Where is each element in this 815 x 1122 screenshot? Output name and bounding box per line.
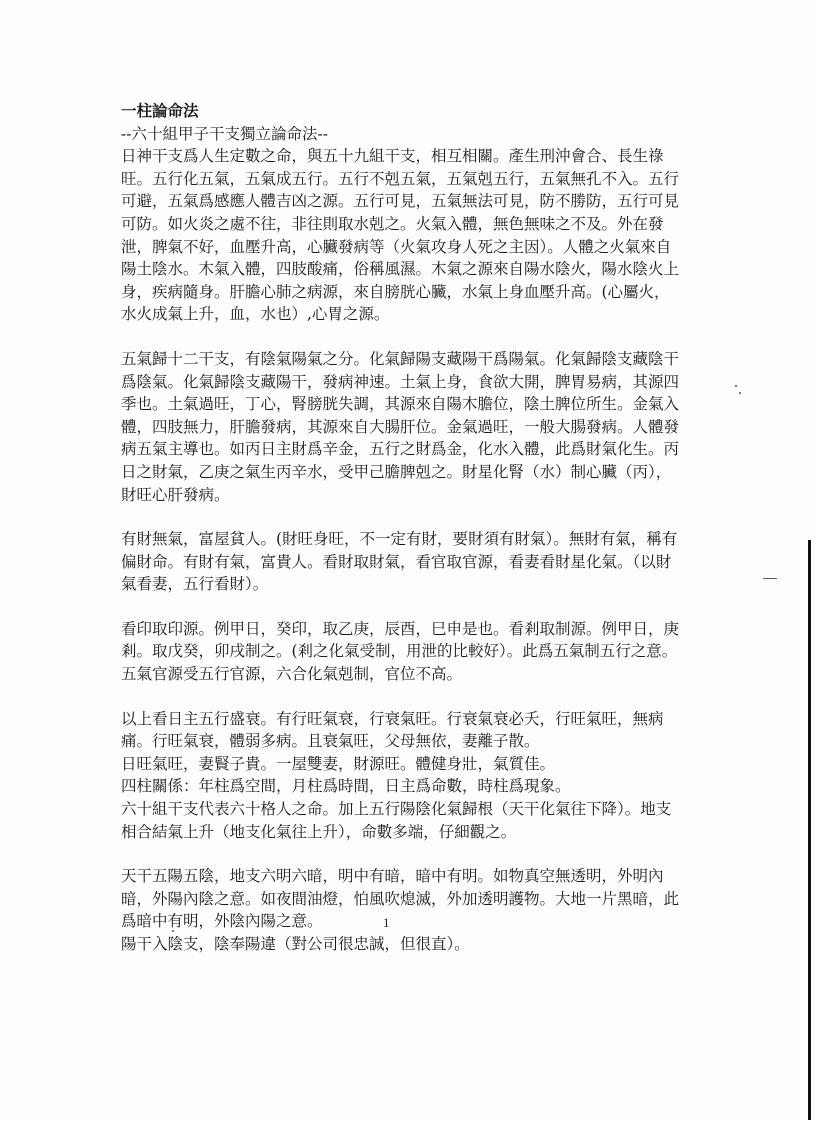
scan-speck — [739, 392, 741, 394]
scan-speck — [735, 385, 737, 387]
page-number: 1 — [383, 915, 390, 930]
document-subtitle: --六十組甲子干支獨立論命法-- — [121, 124, 328, 143]
scan-speck — [763, 578, 777, 579]
paragraph-gap — [121, 686, 681, 708]
paragraph-4: 看印取印源。例甲日，癸印，取乙庚，辰酉，巳申是也。看剎取制源。例甲日，庚剎。取戊癸，卯戌制之。(剎之化氣受制，用泄的比較好）。此爲五氣制五行之意。五氣官源受五行官源，六合化氣剋制，官位不高。 — [121, 619, 680, 684]
paragraph-3: 有財無氣，富屋貧人。(財旺身旺，不一定有財，要財須有財氣）。無財有氣，稱有偏財命。有財有氣，富貴人。看財取財氣，看官取官源，看妻看財星化氣。（以財氣看妻，五行看財）。 — [121, 530, 678, 594]
paragraph-2: 五氣歸十二干支，有陰氣陽氣之分。化氣歸陽支藏陽干爲陽氣。化氣歸陰支藏陰干爲陰氣。化氣歸陰支藏陽干，發病神速。土氣上身，食欲大開，脾胃易病，其源四季也。土氣過旺，丁心，腎膀胱失調，其源來自陽木膽位，陰土脾位所生。金氣入體，四肢無力，肝膽發病，其源來自大腸肝位。金氣過旺，一般大腸發病。人體發病五氣主導也。如丙日主財爲辛金，五行之財爲金，化水入體，此爲財氣化生。丙日之財氣，乙庚之氣生丙辛水，受甲己膽脾剋之。財星化腎（水）制心臟（丙），財旺心肝發病。 — [121, 349, 680, 504]
paragraph-gap — [121, 843, 681, 865]
paragraph-1: 日神干支爲人生定數之命，與五十九組干支，相互相關。產生刑沖會合、長生祿旺。五行化五氣，五氣成五行。五行不剋五氣，五氣剋五行，五氣無孔不入。五行可避，五氣爲感應人體吉凶之源。五行可見，五氣無法可見，防不勝防，五行可見可防。如火炎之處不往，非往則取水剋之。火氣入體，無色無味之不及。外在發泄，脾氣不好，血壓升高，心臟發病等（火氣攻身人死之主因）。人體之火氣來自陽土陰水。木氣入體，四肢酸痛，俗稱風濕。木氣之源來自陽水陰火，陽水陰火上身，疾病隨身。肝膽心肺之病源，來自膀胱心臟，水氣上身血壓升高。(心屬火，水火成氣上升，血，水也）,心胃之源。 — [121, 147, 680, 324]
paragraph-6: 天干五陽五陰，地支六明六暗，明中有暗，暗中有明。如物真空無透明，外明內暗，外陽內陰之意。如夜間油燈，怕風吹熄滅，外加透明護物。大地一片黑暗，此爲暗中有明，外陰內陽之意。 陽干入陰支，陰奉陽違（對公司很忠誠，但很直）。 — [121, 867, 680, 953]
paragraph-gap — [121, 596, 681, 618]
paragraph-gap — [121, 326, 681, 348]
paragraph-gap — [121, 506, 681, 528]
paragraph-5: 以上看日主五行盛衰。有行旺氣衰，行衰氣旺。行衰氣衰必夭，行旺氣旺，無病痛。行旺氣衰，體弱多病。且衰氣旺，父母無依，妻離子散。 日旺氣旺，妻賢子貴。一屋雙妻，財源旺。體健身壯，氣質佳。 四柱關係：年柱爲空間，月柱爲時間，日主爲命數，時柱爲現象。 六十組干支代表六十格人之命。加上五行陽陰化氣歸根（天干化氣往下降）。地支相合結氣上升（地支化氣往上升），命數多端，仔細觀之。 — [121, 709, 672, 841]
document-title: 一柱論命法 — [121, 101, 199, 120]
scan-speck — [172, 930, 174, 932]
scan-edge-line — [808, 540, 811, 1120]
document-body — [121, 100, 681, 956]
